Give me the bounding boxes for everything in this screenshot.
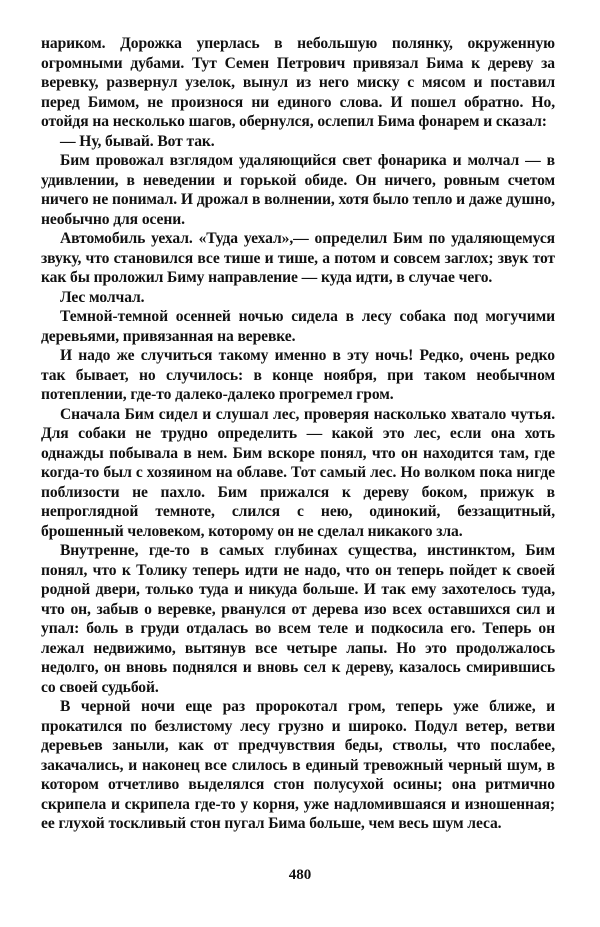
paragraph: Автомобиль уехал. «Туда уехал»,— определил Бим по удаляющемуся звуку, что становился все тише и тише, а потом и совсем заглох; звук тот как бы проложил Биму направление — куда идти, в случае чего. [41,230,555,286]
paragraph: И надо же случиться такому именно в эту ночь! Редко, очень редко так бывает, но случилось: в конце ноября, при таком необычном потеплении, где-то далеко-далеко прогремел гром. [41,347,555,403]
paragraph: Сначала Бим сидел и слушал лес, проверяя насколько хватало чутья. Для собаки не трудно определить — какой это лес, если она хоть однажды побывала в нем. Бим вскоре понял, что он находится там, где когда-то был с хозяином на облаве. Тот самый лес. Но волком пока нигде поблизости не пахло. Бим прижался к дереву боком, прижук в непроглядной темноте, слился с нею, одинокий, беззащитный, брошенный человеком, которому он не сделал никакого зла. [41,405,555,540]
paragraph: В черной ночи еще раз пророкотал гром, теперь уже ближе, и прокатился по безлистому лесу грузно и широко. Подул ветер, ветви деревьев заныли, как от предчувствия беды, стволы, что послабее, закачались, и наконец все слилось в единый тревожный черный шум, в котором отчетливо выделялся стон полусухой осины; она ритмично скрипела и скрипела где-то у корня, уже надломившаяся и изношенная; ее глухой тоскливый стон пугал Бима больше, чем весь шум леса. [41,698,555,832]
body-text [41,34,555,834]
paragraph: Лес молчал. [60,288,145,306]
paragraph: Внутренне, где-то в самых глубинах существа, инстинктом, Бим понял, что к Толику теперь идти не надо, что он теперь пойдет к своей родной двери, только туда и никуда больше. И так ему захотелось туда, что он, забыв о веревке, рванулся от дерева изо всех оставшихся сил и упал: боль в груди отдалась во всем теле и подкосила его. Теперь он лежал недвижимо, вытянув все четыре лапы. Но это продолжалось недолго, он вновь поднялся и вновь сел к дереву, казалось смирившись со своей судьбой. [41,542,555,696]
paragraph: — Ну, бывай. Вот так. [60,132,215,150]
page-number: 480 [288,867,312,883]
paragraph: нариком. Дорожка уперлась в небольшую полянку, окруженную огромными дубами. Тут Семен Петрович привязал Бима к дереву за веревку, развернул узелок, вынул из него миску с мясом и поставил перед Бимом, не произнося ни единого слова. И пошел обратно. Но, отойдя на несколько шагов, обернулся, ослепил Бима фонарем и сказал: [41,35,555,130]
paragraph: Темной-темной осенней ночью сидела в лесу собака под могучими деревьями, привязанная на веревке. [41,308,555,345]
paragraph: Бим провожал взглядом удаляющийся свет фонарика и молчал — в удивлении, в неведении и горькой обиде. Он ничего, ровным счетом ничего не понимал. И дрожал в волнении, хотя было тепло и даже душно, необычно для осени. [41,152,555,228]
